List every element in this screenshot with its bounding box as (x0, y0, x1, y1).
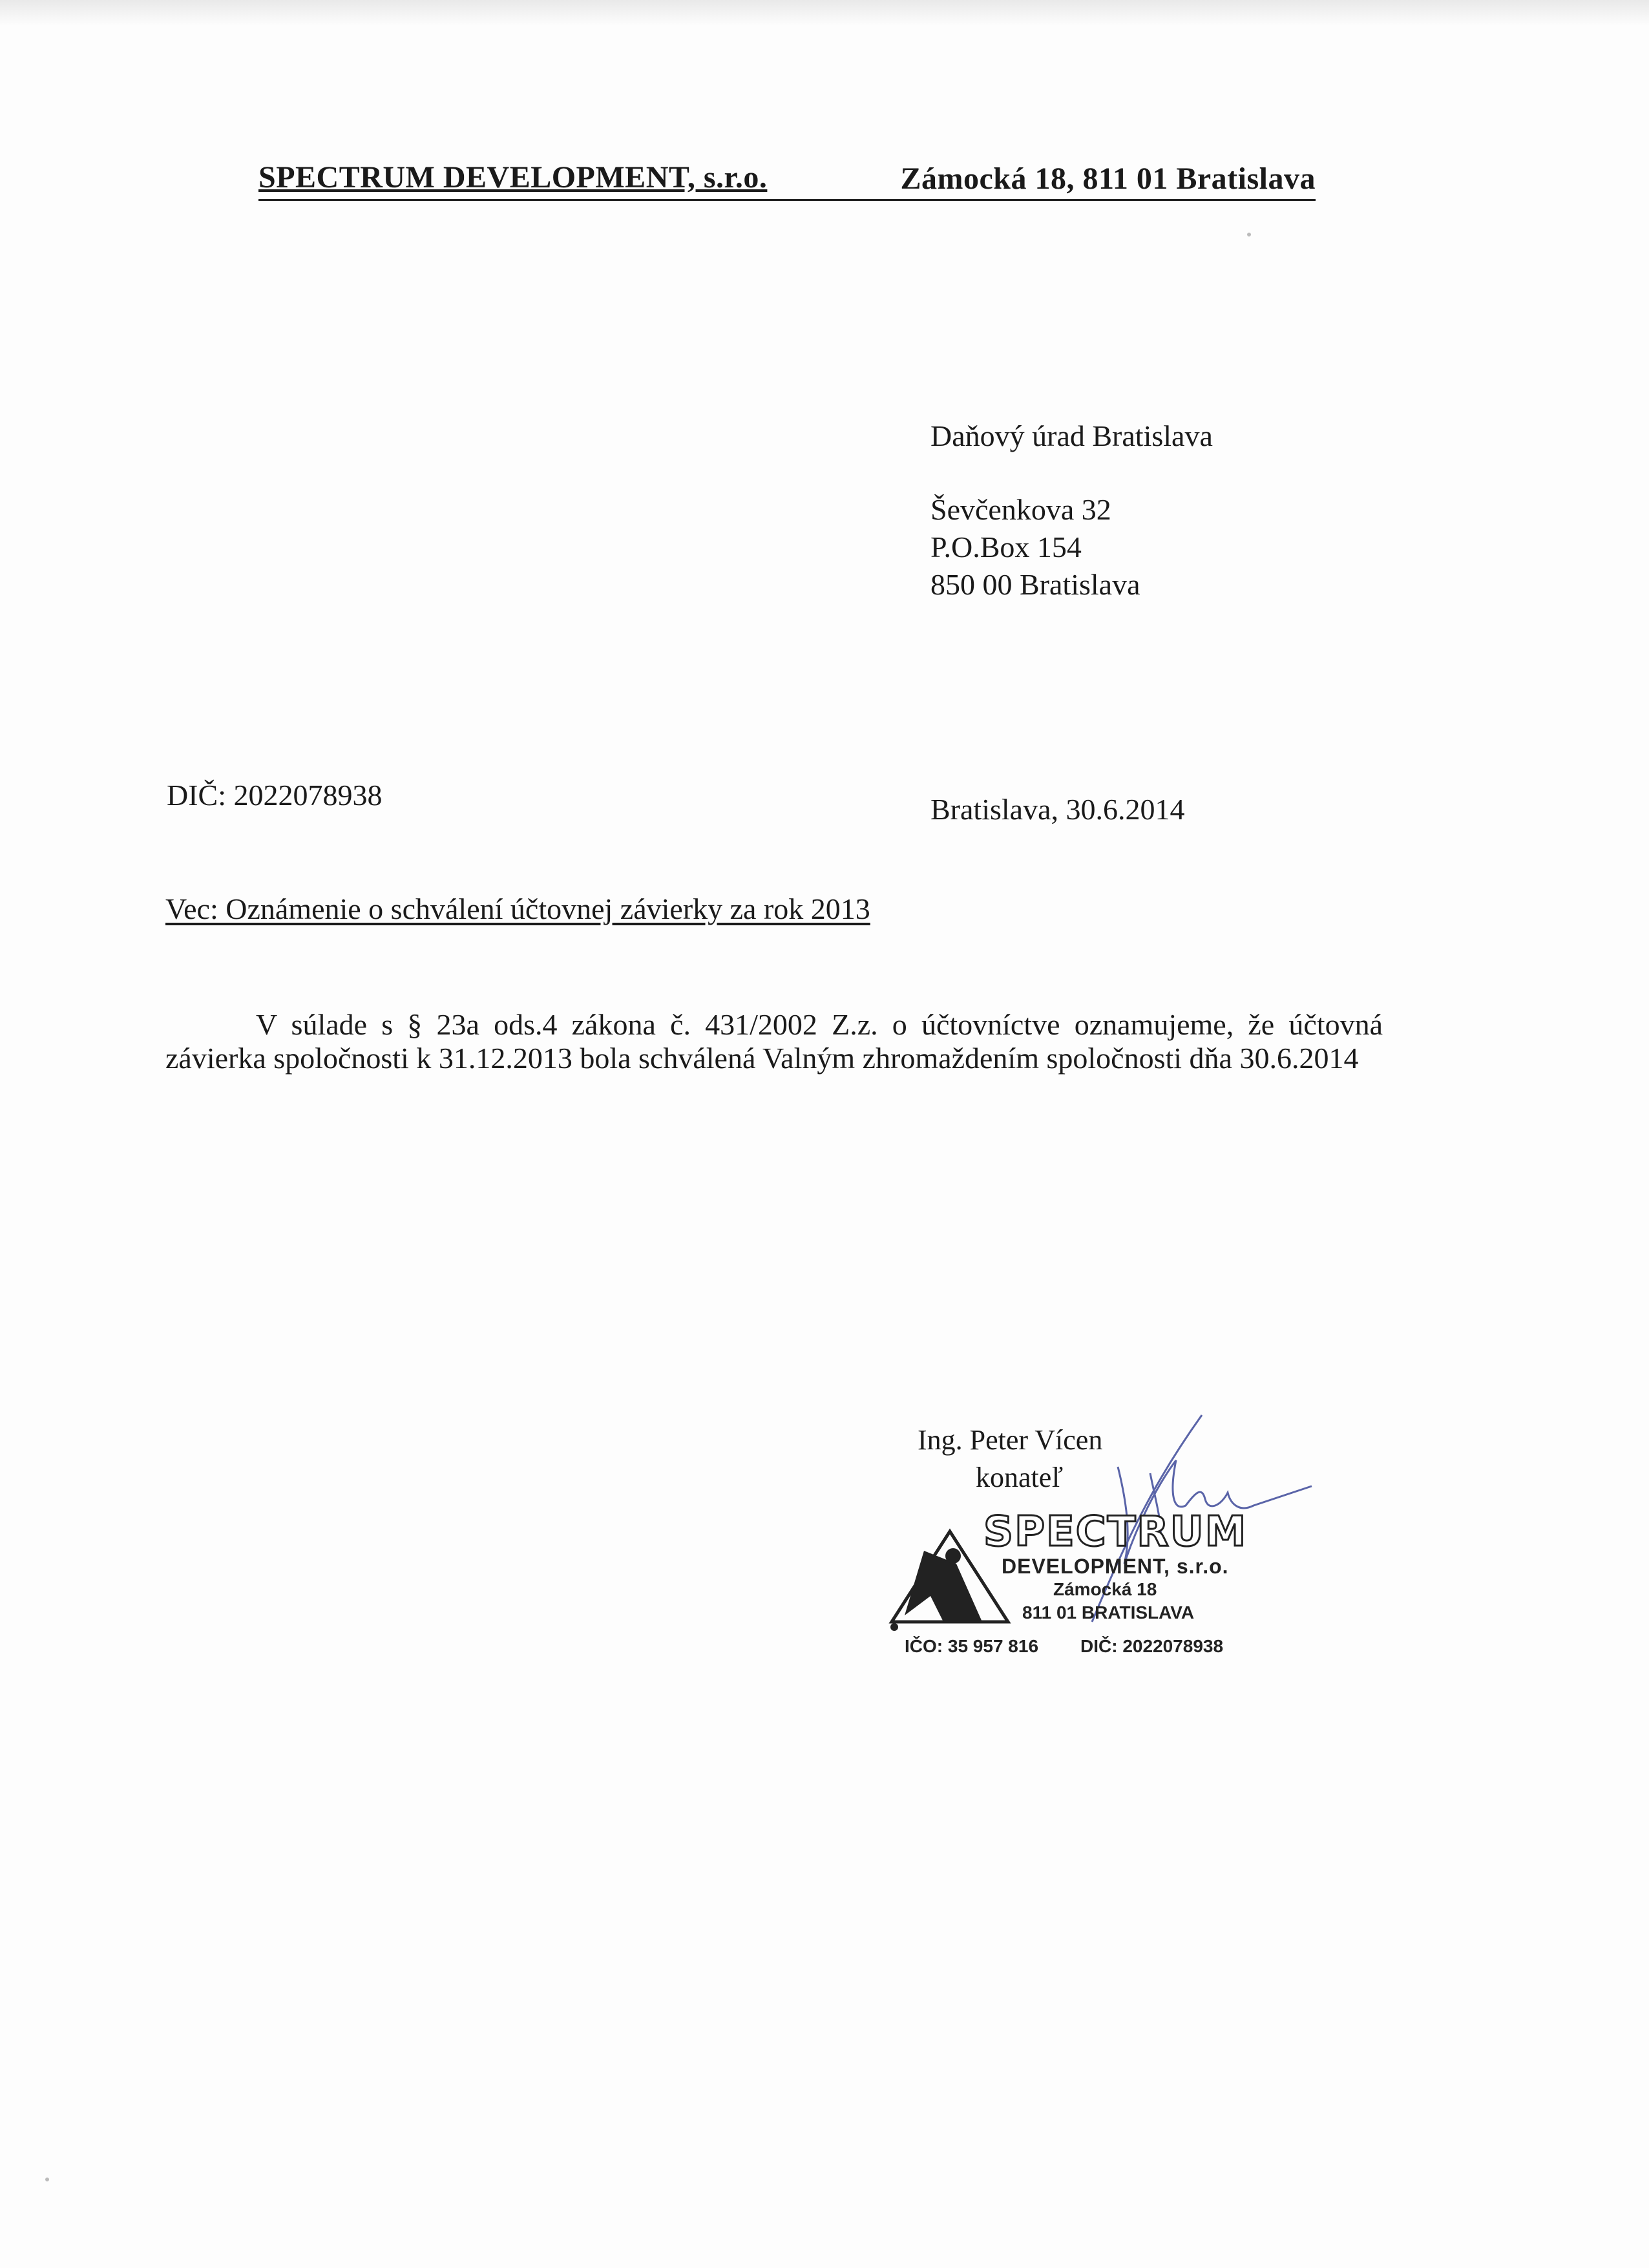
stamp-brand: SPECTRUM (983, 1508, 1248, 1556)
scan-speck (1247, 233, 1251, 236)
stamp-street: Zámocká 18 (1053, 1579, 1157, 1599)
recipient-city: 850 00 Bratislava (930, 568, 1140, 601)
letter-date: Bratislava, 30.6.2014 (930, 793, 1185, 826)
tax-id: DIČ: 2022078938 (167, 779, 383, 812)
letter-subject: Vec: Oznámenie o schválení účtovnej závierky za rok 2013 (165, 892, 870, 925)
body-paragraph: V súlade s § 23a ods.4 zákona č. 431/2002 Z.z. o účtovníctve oznamujeme, že účtovná závierka spoločnosti k 31.12.2013 bola schválená Valným zhromaždením spoločnosti dňa 30.6.2014 (165, 1008, 1383, 1075)
recipient-block (930, 417, 1213, 604)
recipient-street: Ševčenkova 32 (930, 493, 1111, 526)
company-stamp (885, 1508, 1312, 1667)
scan-speck (45, 2178, 49, 2181)
stamp-dic: DIČ: 2022078938 (1080, 1636, 1224, 1656)
recipient-office: Daňový úrad Bratislava (930, 419, 1213, 452)
stamp-city: 811 01 BRATISLAVA (1022, 1602, 1195, 1622)
scan-edge-shadow (0, 0, 1649, 26)
signer-name: Ing. Peter Vícen (918, 1424, 1103, 1456)
letter-body (165, 1008, 1383, 1075)
signer-role: konateľ (976, 1462, 1064, 1493)
letterhead (258, 147, 1316, 201)
company-address: Zámocká 18, 811 01 Bratislava (900, 162, 1316, 196)
stamp-ico: IČO: 35 957 816 (905, 1636, 1039, 1656)
company-name: SPECTRUM DEVELOPMENT, s.r.o. (258, 160, 768, 194)
stamp-company: DEVELOPMENT, s.r.o. (1002, 1555, 1229, 1578)
recipient-pobox: P.O.Box 154 (930, 530, 1082, 563)
